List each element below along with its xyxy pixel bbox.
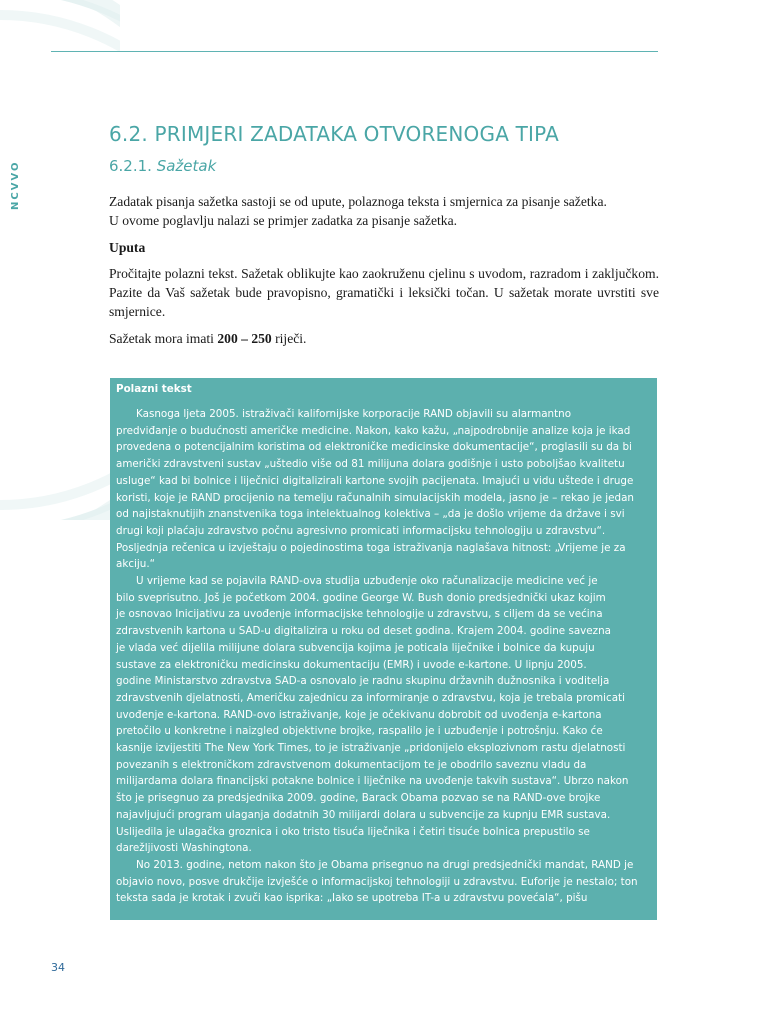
decorative-arcs <box>0 0 120 520</box>
word-limit-prefix: Sažetak mora imati <box>109 331 218 346</box>
source-line: je osnovao Inicijativu za uvođenje informacijske tehnologije u zdravstvu, s ciljem da se većina <box>116 608 603 621</box>
instruction-label: Uputa <box>109 240 146 255</box>
source-line: zdravstvenih kartona u SAD-u digitalizira u roku od deset godina. Krajem 2004. godine savezna <box>116 625 611 638</box>
source-line: najavljujući program ulaganja dodatnih 30 milijardi dolara u subvencije za kupnju EMR sustava. <box>116 808 611 821</box>
source-box-body <box>110 397 657 907</box>
source-line: zdravstvenih djelatnosti, Američku zajednicu za informiranje o zdravstvu, koja je trebala promicati <box>116 691 625 704</box>
source-line: bilo sveprisutno. Još je početkom 2004. godine George W. Bush donio predsjednički ukaz kojim <box>116 591 606 604</box>
source-line: No 2013. godine, netom nakon što je Obama prisegnuo na drugi predsjednički mandat, RAND je <box>136 858 634 871</box>
subsection-number: 6.2.1. <box>109 157 152 175</box>
source-line: teksta sada je krotak i zvuči kao isprika: „Iako se upotreba IT-a u zdravstvu povećala“, pišu <box>116 892 588 905</box>
intro-sentence-1: Zadatak pisanja sažetka sastoji se od upute, polaznoga teksta i smjernica za pisanje sažetka. <box>109 194 607 209</box>
subsection-heading <box>109 157 216 175</box>
side-tag: NCVVO <box>10 160 21 210</box>
source-box-title: Polazni tekst <box>116 383 192 395</box>
source-line: Posljednja rečenica u izvještaju o pojedinostima toga istraživanja naglašava hitnost: „Vrijeme je za <box>116 541 626 554</box>
source-line: Uslijedila je ulagačka groznica i oko tristo tisuća liječnika i četiri tisuće bolnica prepustilo se <box>116 825 590 838</box>
page-number: 34 <box>51 961 65 974</box>
intro-section <box>109 192 659 356</box>
source-line: provedena o potencijalnim koristima od elektroničke medicinske dokumentacije“, proglasili su da bi <box>116 441 632 454</box>
source-line: koristi, koje je RAND procijenio na temelju računalnih simulacijskih modela, jasno je – rekao je jedan <box>116 491 634 504</box>
source-line: od najistaknutijih znanstvenika toga intelektualnog kolektiva – „da je došlo vrijeme da države i svi <box>116 508 625 521</box>
source-line: godine Ministarstvo zdravstva SAD-a osnovalo je radnu skupinu državnih dužnosnika i voditelja <box>116 675 610 688</box>
source-line: usluge“ kad bi bolnice i liječnici digitalizirali kartone svojih pacijenata. Imajući u vidu uštede i druge <box>116 474 634 487</box>
source-line: američki zdravstveni sustav „uštedio više od 81 milijuna dolara godišnje i usto poboljšao kvalitetu <box>116 458 625 471</box>
word-limit-suffix: riječi. <box>271 331 307 346</box>
section-heading: 6.2. PRIMJERI ZADATAKA OTVORENOGA TIPA <box>109 122 560 146</box>
source-line: je vlada već dijelila milijune dolara subvencija kojima je poticala liječnike i bolnice da kupuju <box>116 641 595 654</box>
source-text-box <box>110 378 657 920</box>
source-line: milijardama dolara financijski potakne bolnice i liječnike na uvođenje takvih sustava“. Ubrzo nakon <box>116 775 629 788</box>
intro-paragraph <box>109 192 659 230</box>
source-line: drugi koji plaćaju zdravstvo počnu agresivno promicati informacijsku tehnologiju u zdravstvu“. <box>116 524 606 537</box>
source-line: predviđanje o budućnosti američke medicine. Nakon, kako kažu, „najpodrobnije analize koja je ikad <box>116 424 631 437</box>
source-line: sustave za elektroničku medicinsku dokumentaciju (EMR) i uvode e-kartone. U lipnju 2005. <box>116 658 587 671</box>
source-line: uvođenje e-kartona. RAND-ovo istraživanje, koje je očekivanu dobrobit od uvođenja e-kartona <box>116 708 602 721</box>
word-limit <box>109 329 659 348</box>
intro-sentence-2: U ovome poglavlju nalazi se primjer zadatka za pisanje sažetka. <box>109 213 458 228</box>
source-line: Kasnoga ljeta 2005. istraživači kalifornijske korporacije RAND objavili su alarmantno <box>136 408 572 420</box>
subsection-name: Sažetak <box>156 157 217 175</box>
source-line: povezanih s elektroničkom zdravstvenom dokumentacijom te je obodrilo saveznu vladu da <box>116 758 587 771</box>
source-line: darežljivosti Washingtona. <box>116 842 252 855</box>
source-line: pretočilo u konkretne i naizgled objektivne brojke, raspalilo je i uzbuđenje i potrošnju. Kako će <box>116 725 603 738</box>
word-limit-range: 200 – 250 <box>217 331 272 346</box>
source-line: objavio novo, posve drukčije izvješće o informacijskoj tehnologiji u zdravstvu. Euforije je nestalo; ton <box>116 875 638 888</box>
top-rule <box>51 51 658 52</box>
source-line: U vrijeme kad se pojavila RAND-ova studija uzbuđenje oko računalizacije medicine već je <box>136 575 598 588</box>
source-line: što je prisegnuo za predsjednika 2009. godine, Barack Obama pozvao se na RAND-ove brojke <box>116 792 601 805</box>
instruction-text: Pročitajte polazni tekst. Sažetak oblikujte kao zaokruženu cjelinu s uvodom, razradom i zaključkom. Pazite da Vaš sažetak bude pravopisno, gramatički i leksički točan. U sažetak morate uvrstiti sve smjernice. <box>109 266 659 319</box>
source-line: kasnije izvijestiti The New York Times, to je istraživanje „pridonijelo eksplozivnom rastu djelatnosti <box>116 742 626 755</box>
source-line: akciju.“ <box>116 558 155 571</box>
